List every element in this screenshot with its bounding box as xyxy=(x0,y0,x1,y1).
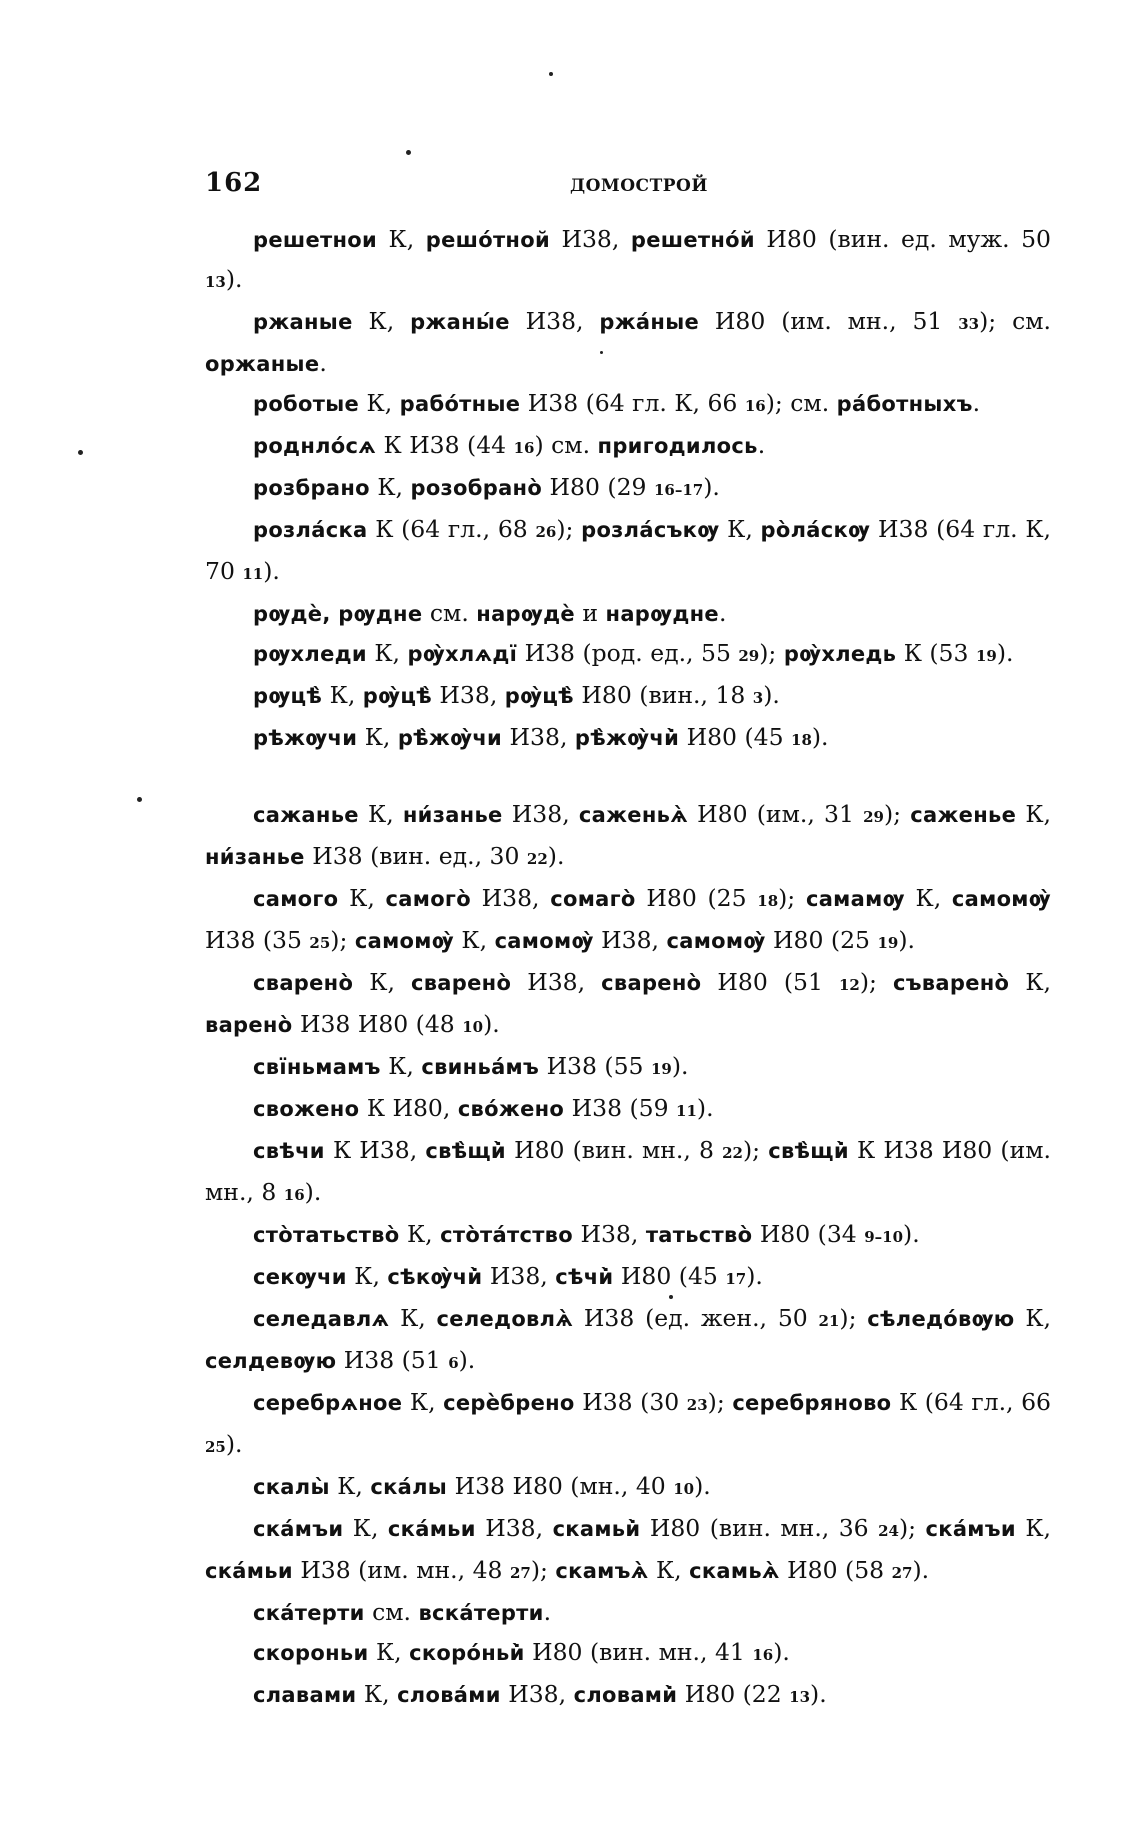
entry-rzhanye: ржаные К, ржаны́е И38, ржа́ные И80 (им. мн., 51 33); см. оржаные. xyxy=(205,307,1051,377)
page-number: 162 xyxy=(205,168,263,198)
entry-seledavlia: селедавлѧ К, селедовлѧ̀ И38 (ед. жен., 50 21); сѣледо́вѹю К, селдевѹю И38 (51 6). xyxy=(205,1304,1051,1374)
entry-skaly: скалы̀ К, ска́лы И38 И80 (мн., 40 10). xyxy=(253,1472,711,1500)
entry-sazhanie: сажанье К, ни́занье И38, саженьѧ̀ И80 (им., 31 29); саженье К, ни́занье И38 (вин. ед., 30 22). xyxy=(205,800,1051,870)
entry-stotatstvo: сто̀татьство̀ К, сто̀та́тство И38, татьство̀ И80 (34 9–10). xyxy=(253,1220,920,1248)
running-title: ДОМОСТРОЙ xyxy=(570,176,708,196)
entry-serebrianoe: серебрѧное К, серѐбрено И38 (30 23); серебряново К (64 гл., 66 25). xyxy=(205,1388,1051,1458)
entry-skami: ска́мъи К, ска́мьи И38, скамьи̇̀ И80 (вин. мн., 36 24); ска́мъи К, ска́мьи И38 (им. мн., 48 27); скамъѧ̀ К, скамьѧ̀ И80 (58 27). xyxy=(205,1514,1051,1584)
page-header xyxy=(205,168,1051,208)
entry-rodnlosia: роднло́сѧ К И38 (44 16) см. пригодилось. xyxy=(253,431,766,459)
entry-skaterti: ска́терти см. вска́терти. xyxy=(253,1598,552,1626)
entry-rozlaska: розла́ска К (64 гл., 68 26); розла́съкѹ К, ро̀ла́скѹ И38 (64 гл. К, 70 11). xyxy=(205,515,1051,585)
entry-svozheno: свожено К И80, сво́жено И38 (59 11). xyxy=(253,1094,714,1122)
section-divider xyxy=(205,760,1051,795)
entry-samogo: самого К, самого̀ И38, сомаго̀ И80 (25 18); самамѹ К, самомѹ̀ И38 (35 25); самомѹ̀ К, самомѹ̀ И38, самомѹ̀ И80 (25 19). xyxy=(205,884,1051,954)
entry-reshetnoi: решетнои К, решо́тной И38, решетно́й И80 (вин. ед. муж. 50 13). xyxy=(205,225,1051,293)
entry-slavami: славами К, слова́ми И38, словами̇̀ И80 (22 13). xyxy=(253,1680,827,1708)
entry-svareno: сварено̀ К, сварено̀ И38, сварено̀ И80 (51 12); съварено̀ К, варено̀ И38 И80 (48 10). xyxy=(205,968,1051,1038)
print-speck xyxy=(406,150,411,155)
print-speck xyxy=(78,450,83,455)
entry-rezhuchi: рѣжѹчи К, рѣ̀жѹ̀чи И38, рѣ̀жѹ̀чи̇̀ И80 (45 18). xyxy=(253,723,829,751)
entry-ruce: рѹцѣ̀ К, рѹ̀цѣ̀ И38, рѹ̀цѣ̀ И80 (вин., 18 3). xyxy=(253,681,780,709)
entry-rukhledi: рѹхледи К, рѹ̀хлѧдї И38 (род. ед., 55 29); рѹ̀хледь К (53 19). xyxy=(253,639,1014,667)
entry-svechi: свѣчи К И38, свѣ̀щи̇̀ И80 (вин. мн., 8 22); свѣ̀щи̇̀ К И38 И80 (им. мн., 8 16). xyxy=(205,1136,1051,1206)
entry-sekuchi: секѹчи К, сѣкѹ̀чи̇̀ И38, сѣчи̇̀ И80 (45 17). xyxy=(253,1262,763,1290)
entry-rude: рѹдѐ, рѹдне см. нарѹдѐ и нарѹдне. xyxy=(253,599,727,627)
entry-svinmam: свїньмамъ К, свиньа́мъ И38 (55 19). xyxy=(253,1052,689,1080)
entry-robotye: роботые К, рабо́тные И38 (64 гл. К, 66 16); см. ра́ботныхъ. xyxy=(253,389,981,417)
print-speck xyxy=(137,797,142,802)
entry-rozbrano: розбрано К, розобрано̀ И80 (29 16–17). xyxy=(253,473,720,501)
entry-skoroni: скороньи К, скоро́ньи̇̀ И80 (вин. мн., 41 16). xyxy=(253,1638,790,1666)
print-speck xyxy=(549,72,553,76)
dictionary-body xyxy=(205,220,1051,1717)
